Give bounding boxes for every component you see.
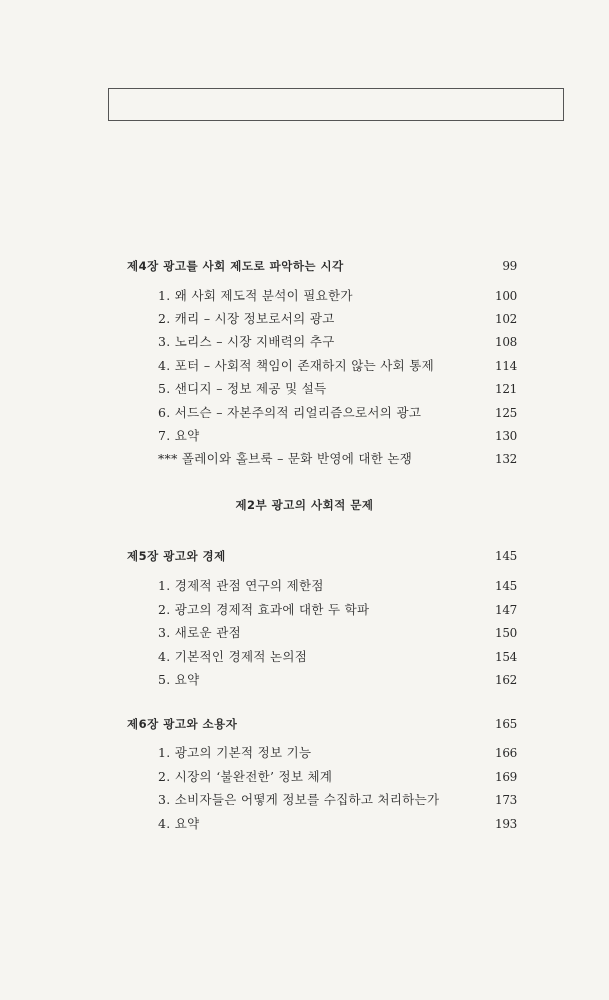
toc-entry-title: 1. 왜 사회 제도적 분석이 필요한가 (158, 288, 353, 303)
toc-entry-title: 2. 시장의 ‘불완전한’ 정보 체계 (158, 769, 333, 784)
part-2-heading: 제2부 광고의 사회적 문제 (235, 498, 374, 512)
toc-entry (158, 647, 517, 665)
toc-entry-page: 150 (494, 626, 517, 640)
toc-entry-page: 121 (494, 382, 517, 396)
toc-entry (158, 403, 517, 421)
chapter-4-heading (127, 258, 517, 274)
toc-entry-title: 7. 요약 (158, 428, 200, 443)
toc-entry (158, 449, 517, 467)
toc-entry (158, 309, 517, 327)
toc-entry (158, 576, 517, 594)
chapter-6-page: 165 (494, 717, 517, 731)
chapter-6-heading (127, 716, 517, 732)
toc-entry-title: 3. 새로운 관점 (158, 625, 241, 640)
toc-entry-page: 108 (494, 335, 517, 349)
chapter-6-title: 제6장 광고와 소용자 (127, 717, 238, 731)
toc-entry-title: 5. 요약 (158, 672, 200, 687)
toc-entry-title: *** 폴레이와 홀브룩 – 문화 반영에 대한 논쟁 (158, 451, 413, 466)
toc-entry-title: 4. 기본적인 경제적 논의점 (158, 649, 308, 664)
toc-entry (158, 600, 517, 618)
toc-entry (158, 623, 517, 641)
toc-entry-page: 154 (494, 650, 517, 664)
toc-entry (158, 790, 517, 808)
toc-entry (158, 743, 517, 761)
toc-entry-title: 3. 노리스 – 시장 지배력의 추구 (158, 334, 335, 349)
toc-entry-page: 193 (494, 817, 517, 831)
toc-entry (158, 356, 517, 374)
chapter-5-page: 145 (494, 549, 517, 563)
toc-entry (158, 332, 517, 350)
toc-entry-title: 2. 캐리 – 시장 정보로서의 광고 (158, 311, 335, 326)
toc-entry (158, 286, 517, 304)
toc-entry-title: 1. 경제적 관점 연구의 제한점 (158, 578, 324, 593)
toc-entry-page: 125 (494, 406, 517, 420)
toc-entry (158, 670, 517, 688)
toc-entry-title: 2. 광고의 경제적 효과에 대한 두 학파 (158, 602, 370, 617)
toc-entry (158, 814, 517, 832)
chapter-5-title: 제5장 광고와 경제 (127, 549, 226, 563)
toc-entry (158, 379, 517, 397)
toc-entry-page: 162 (494, 673, 517, 687)
chapter-5-heading (127, 548, 517, 564)
toc-entry-page: 145 (494, 579, 517, 593)
chapter-4-title: 제4장 광고를 사회 제도로 파악하는 시각 (127, 259, 344, 273)
toc-entry-page: 169 (494, 770, 517, 784)
toc-entry-page: 102 (494, 312, 517, 326)
toc-entry-page: 100 (494, 289, 517, 303)
chapter-4-page: 99 (502, 259, 517, 273)
toc-entry (158, 767, 517, 785)
header-box (108, 88, 564, 121)
toc-entry-page: 173 (494, 793, 517, 807)
toc-entry-page: 132 (494, 452, 517, 466)
toc-entry-title: 5. 샌디지 – 정보 제공 및 설득 (158, 381, 327, 396)
toc-entry-title: 3. 소비자들은 어떻게 정보를 수집하고 처리하는가 (158, 792, 440, 807)
toc-entry-title: 4. 요약 (158, 816, 200, 831)
toc-entry (158, 426, 517, 444)
toc-entry-page: 130 (494, 429, 517, 443)
toc-entry-page: 114 (494, 359, 517, 373)
toc-entry-title: 4. 포터 – 사회적 책임이 존재하지 않는 사회 통제 (158, 358, 435, 373)
toc-entry-title: 1. 광고의 기본적 정보 기능 (158, 745, 312, 760)
toc-entry-title: 6. 서드슨 – 자본주의적 리얼리즘으로서의 광고 (158, 405, 422, 420)
toc-entry-page: 166 (494, 746, 517, 760)
toc-entry-page: 147 (494, 603, 517, 617)
